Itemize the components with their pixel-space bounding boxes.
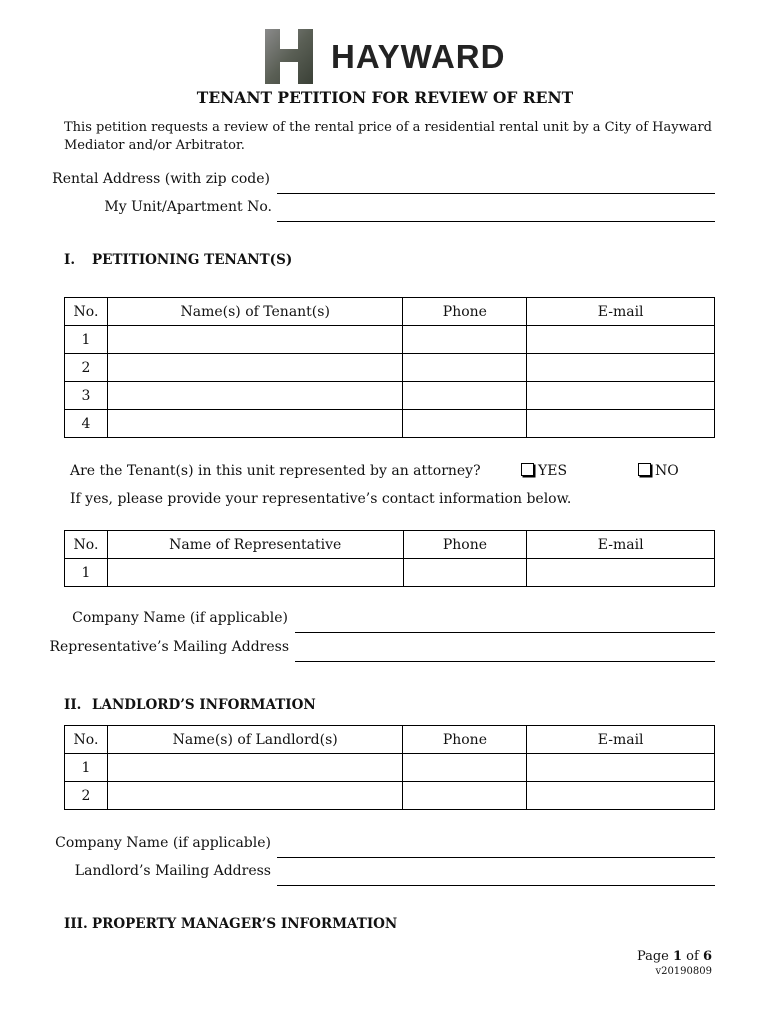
landlord-name-cell[interactable] [107,754,403,782]
table-row [65,382,715,410]
hayward-logo-mark [265,29,315,84]
landlord-email-cell[interactable] [527,782,715,810]
unit-label: My Unit/Apartment No. [104,199,272,215]
header-phone: Phone [403,531,527,559]
landlord-phone-cell[interactable] [403,782,527,810]
landlord-mailing-label: Landlord’s Mailing Address [74,863,271,879]
attorney-question: Are the Tenant(s) in this unit represented by an attorney? [70,463,481,479]
header-email: E-mail [527,298,715,326]
tenant-phone-cell[interactable] [403,326,527,354]
rep-mailing-field[interactable] [295,660,715,662]
row-number: 3 [65,382,108,410]
table-row [65,782,715,810]
yes-checkbox[interactable] [521,463,534,476]
rep-company-label: Company Name (if applicable) [72,610,288,626]
table-row [65,410,715,438]
landlord-phone-cell[interactable] [403,754,527,782]
section-1-heading: I. PETITIONING TENANT(S) [64,252,293,268]
landlord-company-label: Company Name (if applicable) [55,835,271,851]
page-number: Page 1 of 6 [636,949,712,964]
attorney-followup: If yes, please provide your representative’s contact information below. [70,491,572,507]
header-email: E-mail [527,726,715,754]
tenant-email-cell[interactable] [527,354,715,382]
rep-mailing-label: Representative’s Mailing Address [49,639,289,655]
table-row [65,754,715,782]
tenant-phone-cell[interactable] [403,354,527,382]
row-number: 1 [65,754,108,782]
table-row [65,326,715,354]
table-header-row [65,726,715,754]
table-row [65,559,715,587]
rep-company-field[interactable] [295,631,715,633]
yes-label: YES [538,463,568,479]
rental-address-label: Rental Address (with zip code) [52,171,270,187]
row-number: 2 [65,354,108,382]
table-row [65,354,715,382]
header-name: Name(s) of Tenant(s) [107,298,403,326]
header-email: E-mail [527,531,715,559]
row-number: 4 [65,410,108,438]
table-header-row [65,298,715,326]
header-name: Name of Representative [107,531,403,559]
landlord-mailing-field[interactable] [277,884,715,886]
document-title: TENANT PETITION FOR REVIEW OF RENT [196,88,574,107]
rental-address-field[interactable] [277,192,715,194]
tenant-name-cell[interactable] [107,326,403,354]
tenant-phone-cell[interactable] [403,410,527,438]
tenant-email-cell[interactable] [527,410,715,438]
header-phone: Phone [403,298,527,326]
rep-email-cell[interactable] [527,559,715,587]
no-option[interactable] [638,463,679,479]
intro-text: This petition requests a review of the rental price of a residential rental unit by a City of Hayward Mediator and/or Arbitrator. [64,120,713,153]
rep-phone-cell[interactable] [403,559,527,587]
unit-field[interactable] [277,220,715,222]
header-no: No. [65,531,108,559]
landlord-email-cell[interactable] [527,754,715,782]
hayward-logo-text: HAYWARD [331,38,506,75]
row-number: 1 [65,326,108,354]
representative-table [64,530,715,587]
table-header-row [65,531,715,559]
tenant-email-cell[interactable] [527,382,715,410]
section-3-heading: III. PROPERTY MANAGER’S INFORMATION [64,916,398,932]
row-number: 1 [65,559,108,587]
header-name: Name(s) of Landlord(s) [107,726,403,754]
version-label: v20190809 [655,966,712,977]
landlord-name-cell[interactable] [107,782,403,810]
tenant-email-cell[interactable] [527,326,715,354]
header-no: No. [65,298,108,326]
tenant-name-cell[interactable] [107,354,403,382]
tenant-name-cell[interactable] [107,410,403,438]
header-phone: Phone [403,726,527,754]
tenant-phone-cell[interactable] [403,382,527,410]
tenants-table [64,297,715,438]
row-number: 2 [65,782,108,810]
section-2-heading: II. LANDLORD’S INFORMATION [64,697,316,713]
no-label: NO [655,463,679,479]
no-checkbox[interactable] [638,463,651,476]
rep-name-cell[interactable] [107,559,403,587]
landlord-table [64,725,715,810]
landlord-company-field[interactable] [277,856,715,858]
yes-option[interactable] [521,463,567,479]
header-no: No. [65,726,108,754]
tenant-name-cell[interactable] [107,382,403,410]
